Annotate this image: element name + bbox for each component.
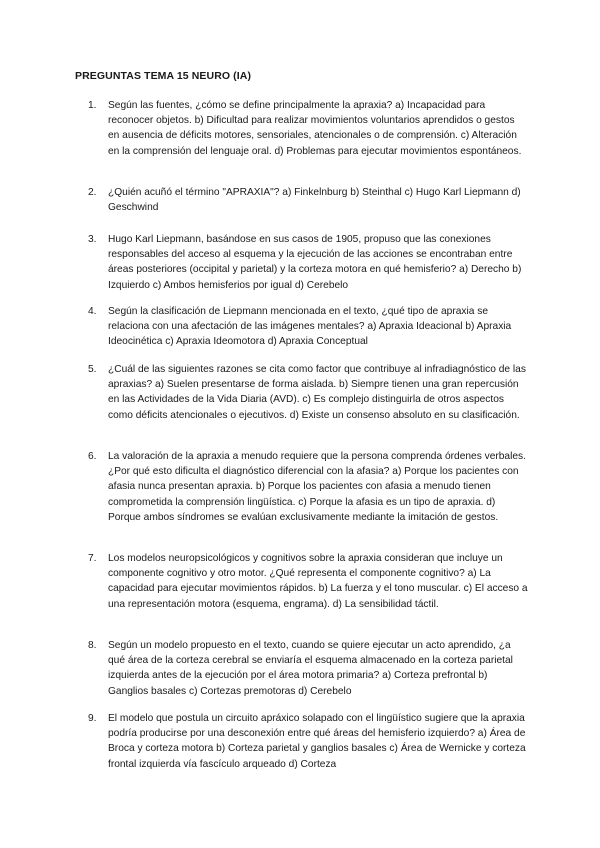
question-item xyxy=(88,551,528,612)
question-item xyxy=(88,711,528,772)
question-item xyxy=(88,304,528,350)
question-number: 6. xyxy=(88,451,97,462)
document-title: PREGUNTAS TEMA 15 NEURO (IA) xyxy=(75,70,252,82)
question-text: ¿Quién acuñó el término "APRAXIA"? a) Finkelnburg b) Steinthal c) Hugo Karl Liepmann d) Geschwind xyxy=(108,187,521,214)
question-text: Según la clasificación de Liepmann mencionada en el texto, ¿qué tipo de apraxia se relaciona con una afectación de las imágenes mentales? a) Apraxia Ideacional b) Apraxia Ideocinética c) Apraxia Ideomotora d) Apraxia Conceptual xyxy=(108,306,512,348)
question-text: ¿Cuál de las siguientes razones se cita como factor que contribuye al infradiagnóstico de las apraxias? a) Suelen presentarse de forma aislada. b) Siempre tienen una gran repercusión en las Actividades de la Vida Diaria (AVD). c) Es complejo distinguirla de otros aspectos como déficits atencionales o ejecutivos. d) Existe un consenso absoluto en su clasificación. xyxy=(108,364,526,421)
question-text: La valoración de la apraxia a menudo requiere que la persona comprenda órdenes verbales. ¿Por qué esto dificulta el diagnóstico diferencial con la afasia? a) Porque los pacientes con afasia nunca presentan apraxia. b) Porque los pacientes con afasia a menudo tienen comprometida la comprensión lingüística. c) Porque la afasia es un tipo de apraxia. d) Porque ambos síndromes se evalúan exclusivamente mediante la imitación de gestos. xyxy=(108,451,526,523)
question-text: Según un modelo propuesto en el texto, cuando se quiere ejecutar un acto aprendido, ¿a qué área de la corteza cerebral se enviaría el esquema almacenado en la corteza parietal izquierda antes de la ejecución por el área motora primaria? a) Corteza prefrontal b) Ganglios basales c) Cortezas premotoras d) Cerebelo xyxy=(108,640,513,697)
question-item xyxy=(88,449,528,525)
question-item xyxy=(88,232,528,293)
question-number: 1. xyxy=(88,100,97,111)
question-number: 8. xyxy=(88,640,97,651)
question-item xyxy=(88,185,528,215)
question-item xyxy=(88,638,528,699)
question-text: Los modelos neuropsicológicos y cognitivos sobre la apraxia consideran que incluye un componente cognitivo y otro motor. ¿Qué representa el componente cognitivo? a) La capacidad para ejecutar movimientos rápidos. b) La fuerza y el tono muscular. c) El acceso a una representación motora (esquema, engrama). d) La sensibilidad táctil. xyxy=(108,553,528,610)
question-number: 5. xyxy=(88,364,97,375)
question-number: 4. xyxy=(88,306,97,317)
question-number: 3. xyxy=(88,234,97,245)
question-number: 7. xyxy=(88,553,97,564)
question-text: Hugo Karl Liepmann, basándose en sus casos de 1905, propuso que las conexiones responsables del acceso al esquema y la ejecución de las acciones se encontraban entre áreas posteriores (occipital y parietal) y la corteza motora en qué hemisferio? a) Derecho b) Izquierdo c) Ambos hemisferios por igual d) Cerebelo xyxy=(108,234,522,291)
question-text: El modelo que postula un circuito apráxico solapado con el lingüístico sugiere que la apraxia podría producirse por una desconexión entre qué áreas del hemisferio izquierdo? a) Área de Broca y corteza motora b) Corteza parietal y ganglios basales c) Área de Wernicke y corteza frontal izquierda vía fascículo arqueado d) Corteza xyxy=(108,713,526,770)
question-number: 2. xyxy=(88,187,97,198)
question-number: 9. xyxy=(88,713,97,724)
question-text: Según las fuentes, ¿cómo se define principalmente la apraxia? a) Incapacidad para reconocer objetos. b) Dificultad para realizar movimientos voluntarios aprendidos o gestos en ausencia de déficits motores, sensoriales, atencionales o de comprensión. c) Alteración en la comprensión del lenguaje oral. d) Problemas para ejecutar movimientos espontáneos. xyxy=(108,100,522,157)
question-item xyxy=(88,98,528,159)
question-item xyxy=(88,362,528,423)
